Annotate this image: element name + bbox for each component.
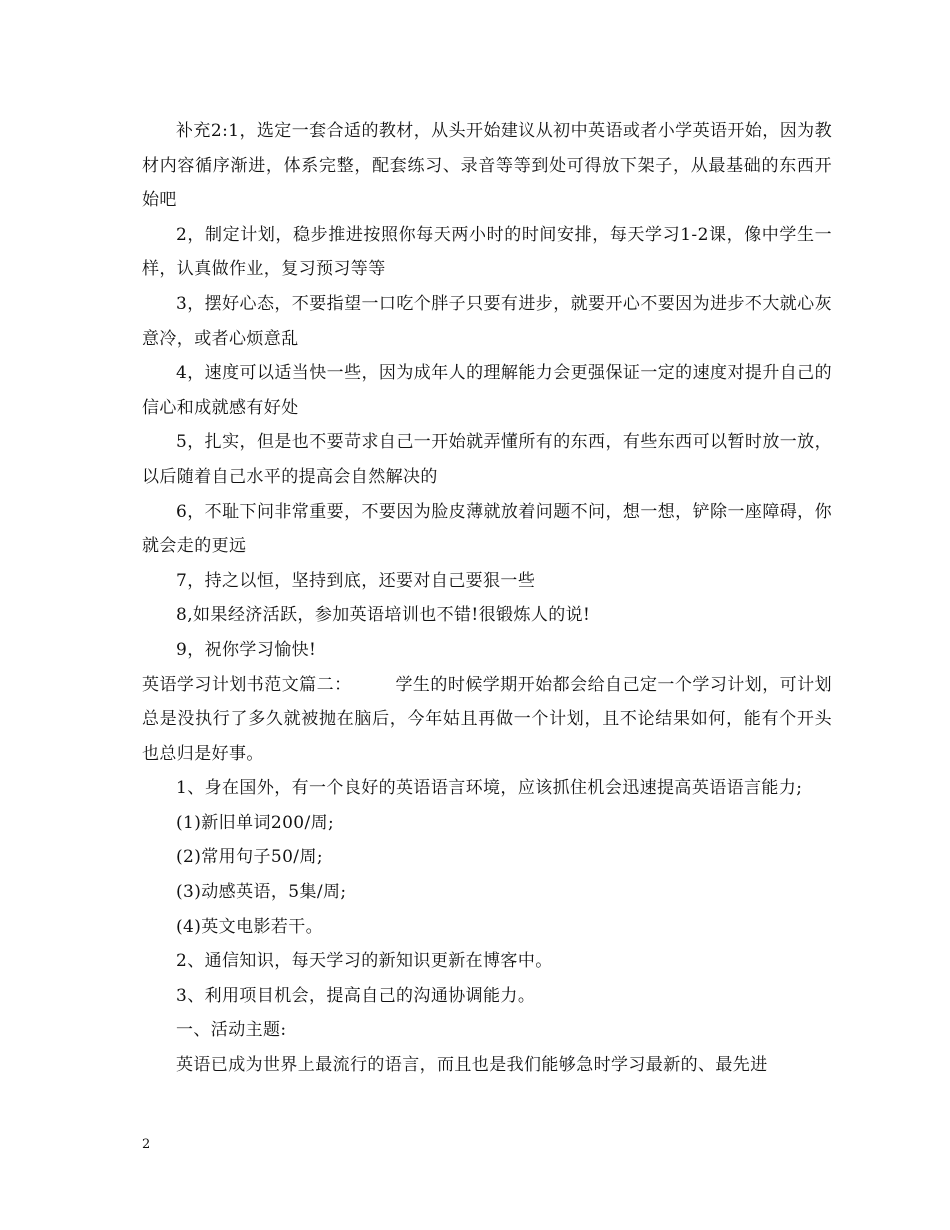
list-item-movies: (4)英文电影若干。 [176, 916, 324, 937]
document-body [142, 114, 832, 1083]
paragraph-section-two-intro: 英语学习计划书范文篇二： 学生的时候学期开始都会给自己定一个学习计划，可计划总是没执行了多久就被抛在脑后，今年姑且再做一个计划，且不论结果如何，能有个开头也总归是好事。 [142, 674, 832, 764]
list-item-dynamic-english: (3)动感英语，5集/周; [176, 882, 347, 903]
paragraph-goal-2: 2、通信知识，每天学习的新知识更新在博客中。 [176, 951, 553, 972]
paragraph-tip-2: 2，制定计划，稳步推进按照你每天两小时的时间安排，每天学习1-2课，像中学生一样，认真做作业，复习预习等等 [142, 224, 832, 280]
list-item-sentences: (2)常用句子50/周; [176, 847, 323, 868]
paragraph-goal-3: 3、利用项目机会，提高自己的沟通协调能力。 [176, 985, 536, 1006]
paragraph-goal-1: 1、身在国外，有一个良好的英语语言环境，应该抓住机会迅速提高英语语言能力; [176, 778, 803, 799]
paragraph-tip-6: 6，不耻下问非常重要，不要因为脸皮薄就放着问题不问，想一想，铲除一座障碍，你就会走的更远 [142, 501, 832, 557]
paragraph-tip-5: 5，扎实，但是也不要苛求自己一开始就弄懂所有的东西，有些东西可以暂时放一放，以后随着自己水平的提高会自然解决的 [142, 432, 832, 487]
page-number: 2 [142, 1137, 151, 1152]
paragraph-tip-8: 8,如果经济活跃，参加英语培训也不错!很锻炼人的说! [176, 605, 591, 626]
list-item-words: (1)新旧单词200/周; [176, 812, 335, 833]
paragraph-tip-3: 3，摆好心态，不要指望一口吃个胖子只要有进步，就要开心不要因为进步不大就心灰意冷，或者心烦意乱 [142, 293, 832, 349]
paragraph-tip-7: 7，持之以恒，坚持到底，还要对自己要狠一些 [176, 570, 536, 591]
paragraph-tip-9: 9，祝你学习愉快! [176, 639, 317, 660]
paragraph-tip-1: 补充2:1，选定一套合适的教材，从头开始建议从初中英语或者小学英语开始，因为教材内容循序渐进，体系完整，配套练习、录音等等到处可得放下架子，从最基础的东西开始吧 [142, 121, 832, 211]
paragraph-tip-4: 4，速度可以适当快一些，因为成年人的理解能力会更强保证一定的速度对提升自己的信心和成就感有好处 [142, 363, 832, 418]
paragraph-activity-theme: 英语已成为世界上最流行的语言，而且也是我们能够急时学习最新的、最先进 [176, 1055, 768, 1076]
section-heading-activity-theme: 一、活动主题: [176, 1020, 287, 1041]
